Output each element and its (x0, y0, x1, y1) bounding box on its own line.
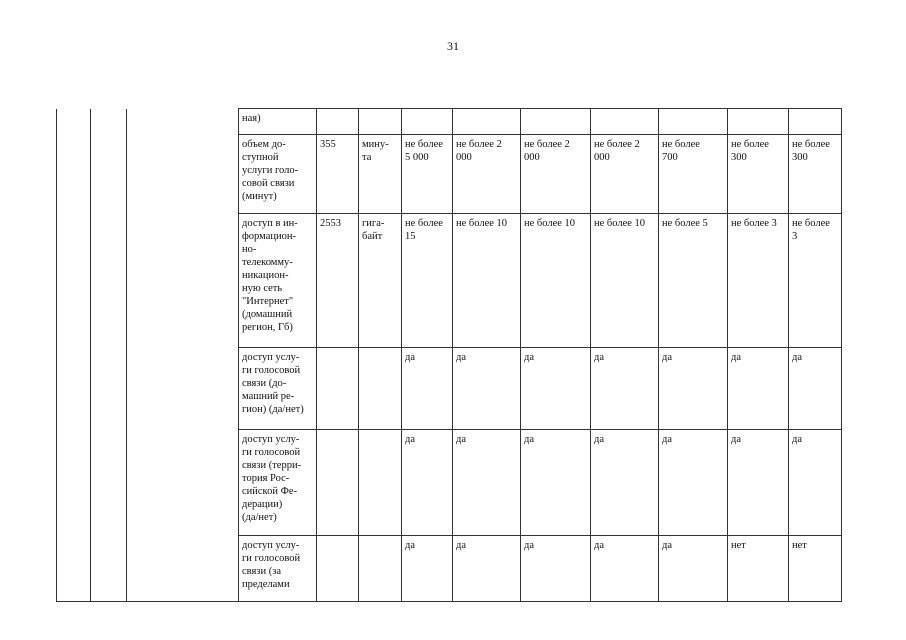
value-cell: да (789, 430, 842, 536)
value-cell: не более 10 (453, 214, 521, 348)
value-cell: да (659, 348, 728, 430)
value-cell: да (659, 536, 728, 602)
table-row (57, 109, 842, 135)
service-name-cell (127, 214, 239, 348)
table-body (57, 109, 842, 602)
row-number-cell (57, 348, 91, 430)
value-cell (402, 109, 453, 135)
service-name-cell (127, 430, 239, 536)
value-cell: не более 5 (659, 214, 728, 348)
indicator-cell: доступ в ин- формацион- но- телекомму- никацион- ную сеть "Интернет" (домашний регион, Гб) (239, 214, 317, 348)
value-cell: не более 3 (728, 214, 789, 348)
value-cell: да (521, 348, 591, 430)
indicator-cell: доступ услу- ги голосовой связи (за пределами (239, 536, 317, 602)
row-number-cell (57, 214, 91, 348)
table-row (57, 536, 842, 602)
row-number-cell (57, 109, 91, 135)
unit-cell (359, 430, 402, 536)
unit-cell: мину- та (359, 135, 402, 214)
specification-table (56, 108, 842, 602)
value-cell: да (453, 536, 521, 602)
table-row (57, 348, 842, 430)
value-cell: не более 2 000 (521, 135, 591, 214)
value-cell: не более 10 (591, 214, 659, 348)
value-cell (521, 109, 591, 135)
row-number-cell (57, 430, 91, 536)
value-cell: да (591, 430, 659, 536)
group-cell (91, 536, 127, 602)
code-cell (317, 536, 359, 602)
code-cell (317, 348, 359, 430)
value-cell: не более 2 000 (591, 135, 659, 214)
group-cell (91, 430, 127, 536)
service-name-cell (127, 536, 239, 602)
value-cell (728, 109, 789, 135)
indicator-cell: ная) (239, 109, 317, 135)
value-cell: да (402, 430, 453, 536)
value-cell: да (402, 348, 453, 430)
value-cell: да (521, 536, 591, 602)
value-cell: да (402, 536, 453, 602)
value-cell: да (728, 430, 789, 536)
value-cell: нет (728, 536, 789, 602)
value-cell: да (659, 430, 728, 536)
unit-cell (359, 348, 402, 430)
code-cell (317, 430, 359, 536)
code-cell: 355 (317, 135, 359, 214)
value-cell (453, 109, 521, 135)
table-row (57, 135, 842, 214)
value-cell: не более 5 000 (402, 135, 453, 214)
value-cell: да (591, 348, 659, 430)
row-number-cell (57, 536, 91, 602)
page-number: 31 (447, 39, 459, 53)
value-cell: не более 300 (728, 135, 789, 214)
indicator-cell: объем до- ступной услуги голо- совой связи (минут) (239, 135, 317, 214)
value-cell: не более 700 (659, 135, 728, 214)
unit-cell (359, 536, 402, 602)
group-cell (91, 214, 127, 348)
value-cell (789, 109, 842, 135)
service-name-cell (127, 109, 239, 135)
indicator-cell: доступ услу- ги голосовой связи (терри- тория Рос- сийской Фе- дерации) (да/нет) (239, 430, 317, 536)
value-cell: да (453, 430, 521, 536)
code-cell (317, 109, 359, 135)
group-cell (91, 135, 127, 214)
value-cell (659, 109, 728, 135)
group-cell (91, 348, 127, 430)
unit-cell: гига- байт (359, 214, 402, 348)
value-cell: да (591, 536, 659, 602)
value-cell: да (453, 348, 521, 430)
table-row (57, 214, 842, 348)
value-cell: не более 10 (521, 214, 591, 348)
value-cell: да (728, 348, 789, 430)
value-cell: не более 15 (402, 214, 453, 348)
code-cell: 2553 (317, 214, 359, 348)
value-cell: нет (789, 536, 842, 602)
value-cell (591, 109, 659, 135)
value-cell: да (789, 348, 842, 430)
service-name-cell (127, 135, 239, 214)
table-row (57, 430, 842, 536)
value-cell: да (521, 430, 591, 536)
row-number-cell (57, 135, 91, 214)
unit-cell (359, 109, 402, 135)
value-cell: не более 3 (789, 214, 842, 348)
group-cell (91, 109, 127, 135)
service-name-cell (127, 348, 239, 430)
value-cell: не более 300 (789, 135, 842, 214)
indicator-cell: доступ услу- ги голосовой связи (до- машний ре- гион) (да/нет) (239, 348, 317, 430)
value-cell: не более 2 000 (453, 135, 521, 214)
